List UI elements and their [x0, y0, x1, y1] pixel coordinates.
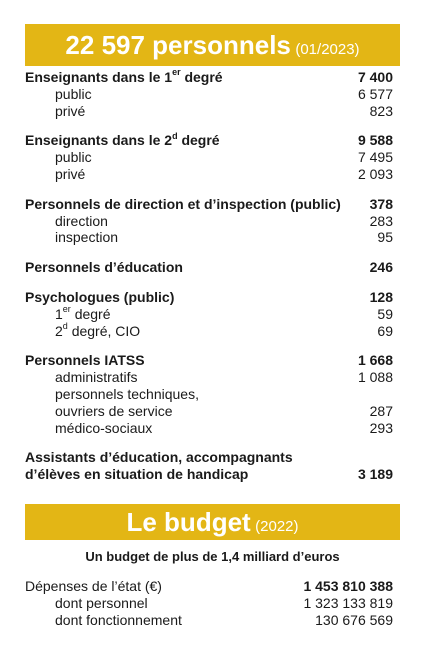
- budget-list: [25, 578, 393, 628]
- group-label: Enseignants dans le 2$^d$ degré: [25, 130, 220, 149]
- group-row: [25, 132, 393, 149]
- budget-sub-row: dont personnel 1 323 133 819: [55, 594, 393, 611]
- staff-list: [25, 69, 393, 483]
- sub-row: médico-sociaux 293: [55, 419, 393, 436]
- group-row: [25, 449, 393, 466]
- budget-main-row: [25, 578, 393, 595]
- group-value: 378: [369, 195, 393, 212]
- sub-row: 1er degré 59: [55, 304, 393, 322]
- group-value: 3 189: [357, 466, 393, 483]
- sub-row: inspection 95: [55, 229, 393, 246]
- budget-sub-row: dont fonctionnement 130 676 569: [55, 611, 393, 628]
- group-value: 128: [369, 288, 393, 305]
- group-value: 1 668: [357, 352, 393, 369]
- group-row: [25, 69, 393, 86]
- group-value: 7 400: [357, 69, 393, 85]
- group-value: 246: [369, 259, 393, 276]
- sub-row: public 6 577: [55, 85, 393, 102]
- staff-date: (01/2023): [295, 41, 360, 58]
- budget-subtitle: Un budget de plus de 1,4 milliard d’euros: [85, 549, 340, 564]
- budget-main-value: 1 453 810 388: [303, 578, 393, 594]
- staff-banner: [25, 24, 400, 66]
- budget-banner: [25, 504, 400, 540]
- group-label: Enseignants dans le 1er degré: [25, 67, 223, 85]
- sub-row: direction 283: [55, 212, 393, 229]
- sub-row: ouvriers de service 287: [55, 402, 393, 419]
- sub-row: privé 2 093: [55, 165, 393, 182]
- group-row: [25, 352, 393, 369]
- group-label: d’élèves en situation de handicap: [25, 466, 249, 483]
- sub-row: public 7 495: [55, 149, 393, 166]
- staff-total: 22 597 personnels: [65, 30, 291, 60]
- sub-row: administratifs 1 088: [55, 369, 393, 386]
- budget-title: Le budget: [126, 507, 251, 537]
- sub-row: privé 823: [55, 102, 393, 119]
- group-row: [25, 289, 393, 306]
- group-label: Psychologues (public): [25, 288, 175, 305]
- group-label: Assistants d’éducation, accompagnants: [25, 449, 293, 466]
- group-row: [25, 196, 393, 213]
- group-label: Personnels d’éducation: [25, 259, 183, 276]
- group-row: [25, 466, 393, 483]
- sub-row: 2$^d$ degré, CIO 69: [55, 320, 393, 339]
- sub-row: personnels techniques,: [55, 385, 199, 402]
- group-row: [25, 259, 393, 276]
- budget-date: (2022): [255, 518, 299, 535]
- group-label: Personnels de direction et d’inspection (public): [25, 195, 341, 212]
- budget-main-label: Dépenses de l’état (€): [25, 578, 162, 594]
- group-value: 9 588: [357, 132, 393, 149]
- group-label: Personnels IATSS: [25, 352, 145, 369]
